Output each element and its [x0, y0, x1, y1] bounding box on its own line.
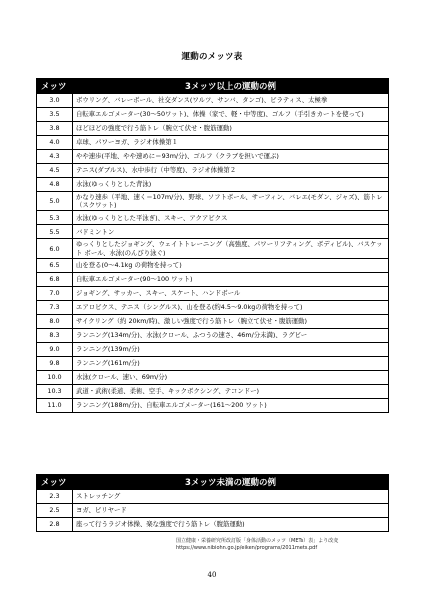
table-row [37, 504, 389, 518]
mets-value: 7.0 [37, 286, 73, 300]
mets-value: 6.5 [37, 258, 73, 272]
table-header-row [37, 475, 389, 490]
mets-value: 6.0 [37, 239, 73, 258]
mets-value: 2.5 [37, 504, 73, 518]
mets-value: 3.5 [37, 108, 73, 122]
mets-value: 9.8 [37, 356, 73, 370]
mets-value: 10.3 [37, 384, 73, 398]
activity-examples: ランニング(161m/分) [73, 356, 389, 370]
mets-column-header: メッツ [37, 475, 73, 490]
mets-value: 5.0 [37, 192, 73, 211]
activity-examples: サイクリング（約 20km/時)、激しい強度で行う筋トレ（腕立て伏せ・腹筋運動) [73, 314, 389, 328]
table-row [37, 136, 389, 150]
table-row [37, 164, 389, 178]
activity-examples: ゆっくりとしたジョギング、ウェイトトレーニング（高強度、パワーリフティング、ボディビル)、バスケット ボール、水泳(のんびり泳ぐ) [73, 239, 389, 258]
table-row [37, 258, 389, 272]
mets-value: 4.8 [37, 178, 73, 192]
page-number: 40 [207, 571, 217, 579]
table-row [37, 94, 389, 108]
table-row [37, 398, 389, 412]
table-row [37, 328, 389, 342]
mets-value: 11.0 [37, 398, 73, 412]
mets-value: 3.0 [37, 94, 73, 108]
mets-value: 5.3 [37, 211, 73, 225]
table-row [37, 211, 389, 225]
activity-examples: 卓球、パワーヨガ、ラジオ体操第１ [73, 136, 389, 150]
mets-value: 4.0 [37, 136, 73, 150]
mets-value: 4.5 [37, 164, 73, 178]
activity-examples: ストレッチング [73, 490, 389, 504]
table-row [37, 300, 389, 314]
table-row [37, 314, 389, 328]
mets-value: 9.0 [37, 342, 73, 356]
activity-examples: 水泳(ゆっくりとした背泳) [73, 178, 389, 192]
table-row [37, 370, 389, 384]
activity-examples: ほどほどの強度で行う筋トレ（腕立て伏せ・腹筋運動) [73, 122, 389, 136]
source-text: 国立健康・栄養研究所改訂版「身体活動のメッツ（METs）表」より改変 [176, 538, 339, 544]
activity-examples: やや速歩(平地、やや速めに＝93m/分)、ゴルフ（クラブを担いで運ぶ) [73, 150, 389, 164]
mets-table-3-and-above [36, 78, 389, 413]
activity-examples: ジョギング、サッカー、スキー、スケート、ハンドボール [73, 286, 389, 300]
mets-column-header: メッツ [37, 79, 73, 94]
activity-examples: 座って行うラジオ体操、楽な強度で行う筋トレ（腹筋運動) [73, 518, 389, 532]
table-header-row [37, 79, 389, 94]
table-row [37, 272, 389, 286]
table-row [37, 286, 389, 300]
activity-examples: ランニング(139m/分) [73, 342, 389, 356]
mets-value: 8.0 [37, 314, 73, 328]
activity-examples: 水泳(ゆっくりとした平泳ぎ)、スキー、アクアビクス [73, 211, 389, 225]
table-row [37, 490, 389, 504]
activity-examples: バドミントン [73, 225, 389, 239]
mets-value: 8.3 [37, 328, 73, 342]
activity-examples: ランニング(134m/分)、水泳(クロール、ふつうの速さ、46m/分未満)、ラグビー [73, 328, 389, 342]
source-citation [176, 538, 416, 552]
mets-value: 7.3 [37, 300, 73, 314]
examples-column-header: 3メッツ以上の運動の例 [73, 79, 389, 94]
activity-examples: ボウリング、バレーボール、社交ダンス(ワルツ、サンバ、タンゴ)、ピラティス、太極拳 [73, 94, 389, 108]
mets-value: 3.8 [37, 122, 73, 136]
mets-value: 2.8 [37, 518, 73, 532]
activity-examples: 山を登る(0～4.1kg の荷物を持って) [73, 258, 389, 272]
table-row [37, 384, 389, 398]
mets-value: 5.5 [37, 225, 73, 239]
activity-examples: 自転車エルゴメーター(30～50ワット)、体操（家で、軽・中等度)、ゴルフ（手引きカートを使って) [73, 108, 389, 122]
source-url: https://www.nibiohn.go.jp/eiken/programs/2011mets.pdf [176, 545, 318, 551]
table-row [37, 239, 389, 258]
activity-examples: ヨガ、ビリヤード [73, 504, 389, 518]
activity-examples: かなり速歩（平地、速く＝107m/分)、野球、ソフトボール、サーフィン、バレエ(モダン、ジャズ)、筋トレ（スクワット) [73, 192, 389, 211]
table-row [37, 342, 389, 356]
table-row [37, 108, 389, 122]
mets-table-below-3 [36, 474, 389, 532]
activity-examples: テニス(ダブルス)、水中歩行（中等度)、ラジオ体操第２ [73, 164, 389, 178]
activity-examples: エアロビクス、テニス（シングルス)、山を登る(約4.5～9.0kgの荷物を持って) [73, 300, 389, 314]
activity-examples: 自転車エルゴメーター(90～100 ワット) [73, 272, 389, 286]
table-row [37, 178, 389, 192]
table-row [37, 356, 389, 370]
activity-examples: 水泳(クロール、速い、69m/分) [73, 370, 389, 384]
table-row [37, 150, 389, 164]
table-row [37, 518, 389, 532]
table-row [37, 225, 389, 239]
mets-value: 2.3 [37, 490, 73, 504]
activity-examples: 武道・武術(柔道、柔術、空手、キックボクシング、テコンドー) [73, 384, 389, 398]
mets-value: 6.8 [37, 272, 73, 286]
activity-examples: ランニング(188m/分)、自転車エルゴメーター(161～200 ワット) [73, 398, 389, 412]
mets-value: 4.3 [37, 150, 73, 164]
table-row [37, 192, 389, 211]
mets-value: 10.0 [37, 370, 73, 384]
page-title: 運動のメッツ表 [181, 52, 243, 62]
table-row [37, 122, 389, 136]
examples-column-header: 3メッツ未満の運動の例 [73, 475, 389, 490]
